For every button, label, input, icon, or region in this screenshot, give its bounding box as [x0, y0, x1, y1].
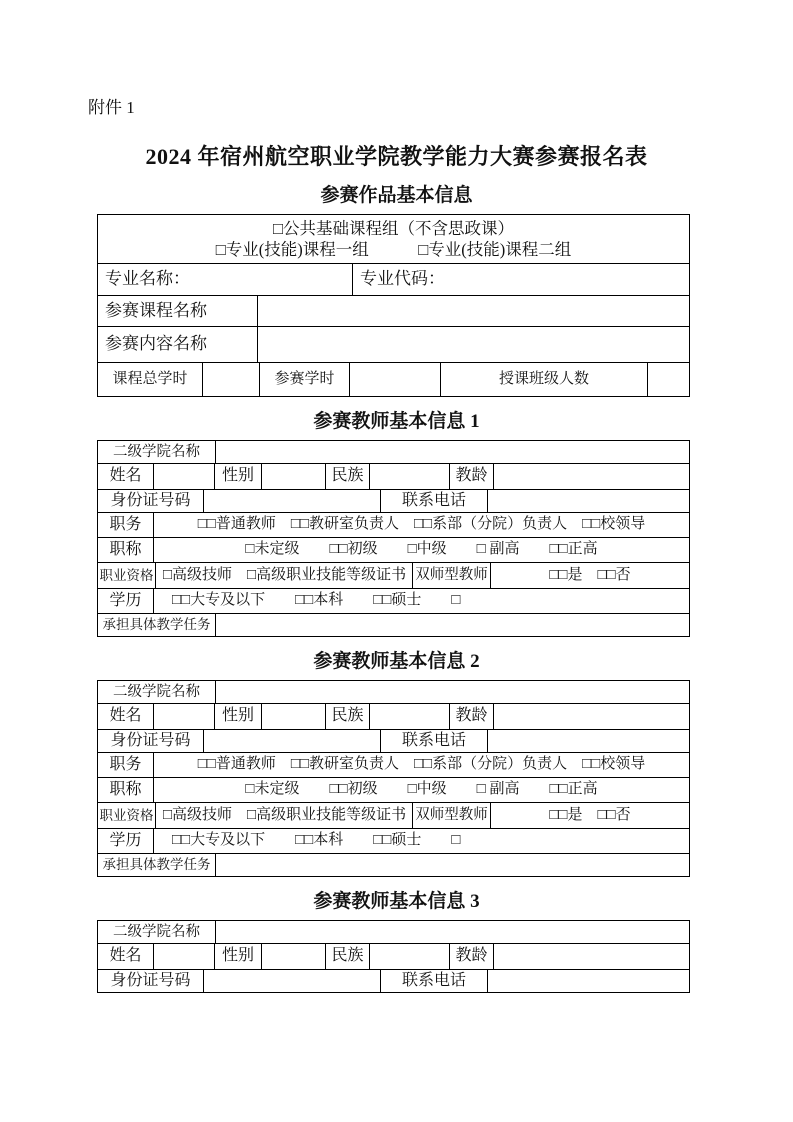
label-cell: 姓名 — [98, 464, 154, 489]
checkbox-options-cell[interactable]: □□大专及以下 □□本科 □□硕士 □ — [154, 589, 690, 613]
label-cell: 授课班级人数 — [441, 363, 648, 396]
label-cell: 联系电话 — [381, 490, 488, 512]
fill-in-cell[interactable] — [154, 704, 215, 729]
table-row — [98, 589, 690, 614]
table-row — [98, 538, 690, 563]
section-heading-work-info: 参赛作品基本信息 — [320, 185, 473, 206]
fill-in-cell[interactable] — [494, 944, 690, 969]
label-cell: 教龄 — [450, 704, 494, 729]
label-cell: 职业资格 — [98, 563, 156, 588]
checkbox-options-cell[interactable]: □未定级 □□初级 □中级 □ 副高 □□正高 — [154, 538, 690, 562]
label-cell: 职称 — [98, 538, 154, 562]
fill-in-cell[interactable] — [488, 730, 690, 752]
fill-in-cell[interactable] — [216, 441, 690, 463]
fill-in-cell[interactable] — [154, 944, 215, 969]
checkbox-option-line[interactable]: □专业(技能)课程一组 □专业(技能)课程二组 — [215, 240, 572, 259]
label-cell: 民族 — [326, 464, 370, 489]
label-cell: 承担具体教学任务 — [98, 854, 216, 876]
table-row — [98, 614, 690, 637]
label-cell: 参赛内容名称 — [98, 327, 258, 362]
label-cell: 参赛课程名称 — [98, 296, 258, 326]
label-cell: 参赛学时 — [260, 363, 350, 396]
fill-in-cell[interactable] — [154, 464, 215, 489]
label-cell: 教龄 — [450, 464, 494, 489]
teacher-3-table — [97, 920, 690, 993]
label-cell: 职务 — [98, 513, 154, 537]
table-row — [98, 970, 690, 993]
fill-in-cell[interactable] — [204, 970, 381, 992]
fill-in-cell[interactable] — [204, 730, 381, 752]
fill-in-cell[interactable] — [216, 681, 690, 703]
fill-in-cell[interactable] — [370, 704, 450, 729]
fill-in-cell[interactable] — [258, 327, 690, 362]
document-title: 2024 年宿州航空职业学院教学能力大赛参赛报名表 — [145, 144, 648, 169]
work-info-table — [97, 214, 690, 397]
table-row — [98, 854, 690, 877]
table-row — [98, 778, 690, 803]
fill-in-cell[interactable] — [262, 704, 326, 729]
label-cell: 身份证号码 — [98, 490, 204, 512]
label-cell: 民族 — [326, 704, 370, 729]
label-cell: 二级学院名称 — [98, 681, 216, 703]
checkbox-options-cell[interactable]: □高级技师 □高级职业技能等级证书 — [156, 563, 413, 588]
label-cell: 身份证号码 — [98, 730, 204, 752]
table-row — [98, 513, 690, 538]
label-cell: 专业名称： — [98, 264, 353, 295]
label-cell: 职称 — [98, 778, 154, 802]
table-row — [98, 215, 690, 264]
label-cell: 性别 — [215, 944, 262, 969]
table-row — [98, 803, 690, 829]
table-row — [98, 327, 690, 363]
label-cell: 职务 — [98, 753, 154, 777]
label-cell: 姓名 — [98, 704, 154, 729]
table-row — [98, 563, 690, 589]
table-row — [98, 363, 690, 397]
attachment-label: 附件 1 — [88, 98, 135, 117]
checkbox-options-cell[interactable]: □未定级 □□初级 □中级 □ 副高 □□正高 — [154, 778, 690, 802]
fill-in-cell[interactable] — [350, 363, 441, 396]
checkbox-options-cell[interactable]: □□普通教师 □□教研室负责人 □□系部（分院）负责人 □□校领导 — [154, 753, 690, 777]
label-cell: 双师型教师 — [413, 803, 491, 828]
checkbox-options-cell[interactable]: □□普通教师 □□教研室负责人 □□系部（分院）负责人 □□校领导 — [154, 513, 690, 537]
table-row — [98, 490, 690, 513]
table-row — [98, 681, 690, 704]
table-row — [98, 944, 690, 970]
label-cell: 身份证号码 — [98, 970, 204, 992]
label-cell: 教龄 — [450, 944, 494, 969]
fill-in-cell[interactable] — [262, 944, 326, 969]
label-cell: 二级学院名称 — [98, 441, 216, 463]
fill-in-cell[interactable] — [648, 363, 690, 396]
fill-in-cell[interactable] — [216, 921, 690, 943]
label-cell: 双师型教师 — [413, 563, 491, 588]
label-cell: 联系电话 — [381, 730, 488, 752]
fill-in-cell[interactable] — [488, 490, 690, 512]
label-cell: 性别 — [215, 464, 262, 489]
table-row — [98, 753, 690, 778]
teacher-2-table — [97, 680, 690, 877]
table-row — [98, 704, 690, 730]
section-heading-teacher-1: 参赛教师基本信息 1 — [313, 411, 480, 432]
label-cell: 二级学院名称 — [98, 921, 216, 943]
table-row — [98, 464, 690, 490]
fill-in-cell[interactable] — [216, 614, 690, 636]
label-cell: 学历 — [98, 589, 154, 613]
label-cell: 承担具体教学任务 — [98, 614, 216, 636]
checkbox-options-cell[interactable] — [98, 215, 690, 263]
table-row — [98, 264, 690, 296]
fill-in-cell[interactable] — [262, 464, 326, 489]
fill-in-cell[interactable] — [370, 464, 450, 489]
label-cell: 专业代码： — [353, 264, 690, 295]
label-cell: 性别 — [215, 704, 262, 729]
table-row — [98, 296, 690, 327]
fill-in-cell[interactable] — [494, 464, 690, 489]
checkbox-option-line[interactable]: □公共基础课程组（不含思政课） — [273, 218, 514, 238]
checkbox-options-cell[interactable]: □□是 □□否 — [491, 563, 690, 588]
label-cell: 学历 — [98, 829, 154, 853]
table-row — [98, 441, 690, 464]
teacher-1-table — [97, 440, 690, 637]
checkbox-options-cell[interactable]: □高级技师 □高级职业技能等级证书 — [156, 803, 413, 828]
checkbox-options-cell[interactable]: □□是 □□否 — [491, 803, 690, 828]
table-row — [98, 829, 690, 854]
label-cell: 联系电话 — [381, 970, 488, 992]
label-cell: 职业资格 — [98, 803, 156, 828]
section-heading-teacher-3: 参赛教师基本信息 3 — [313, 891, 480, 912]
table-row — [98, 730, 690, 753]
checkbox-options-cell[interactable]: □□大专及以下 □□本科 □□硕士 □ — [154, 829, 690, 853]
table-row — [98, 921, 690, 944]
fill-in-cell[interactable] — [204, 490, 381, 512]
label-cell: 姓名 — [98, 944, 154, 969]
section-heading-teacher-2: 参赛教师基本信息 2 — [313, 651, 480, 672]
label-cell: 课程总学时 — [98, 363, 203, 396]
fill-in-cell[interactable] — [370, 944, 450, 969]
label-cell: 民族 — [326, 944, 370, 969]
fill-in-cell[interactable] — [203, 363, 260, 396]
fill-in-cell[interactable] — [494, 704, 690, 729]
fill-in-cell[interactable] — [488, 970, 690, 992]
fill-in-cell[interactable] — [258, 296, 690, 326]
fill-in-cell[interactable] — [216, 854, 690, 876]
